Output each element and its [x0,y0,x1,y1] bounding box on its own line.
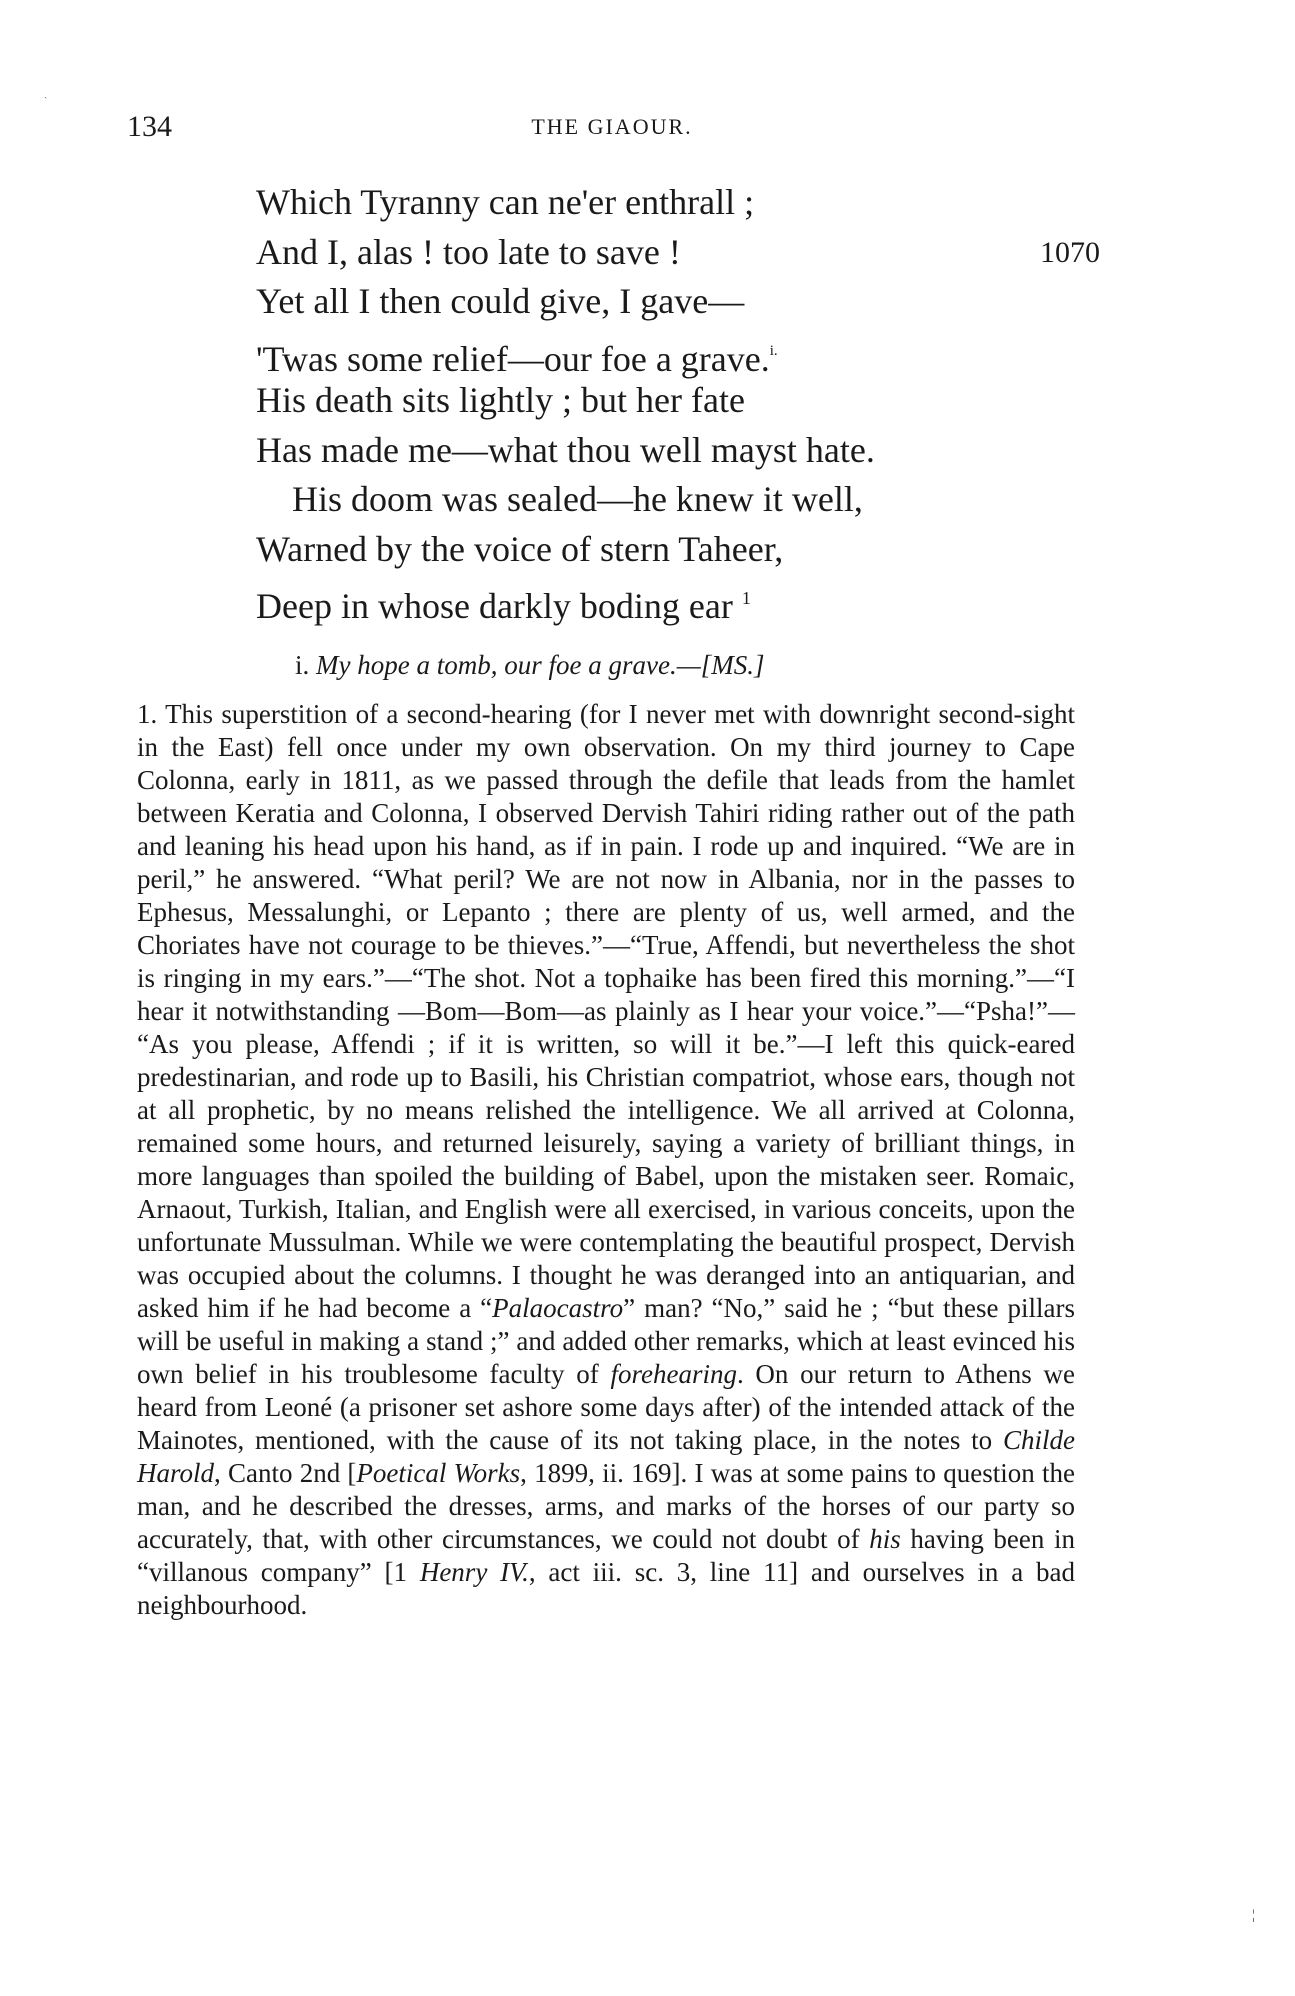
variant-note [295,650,1055,681]
verse-line: His doom was sealed—he knew it well, [292,479,863,519]
variant-marker: i. [769,342,778,359]
footnote-label: 1. [137,699,158,729]
verse-line: Yet all I then could give, I gave— [256,281,745,321]
verse-line: And I, alas ! too late to save ! 1070 [256,228,1096,278]
footnote-marker: 1 [741,588,751,608]
margin-speck: ˎ [44,88,48,99]
variant-label: i. [295,650,310,680]
verse-line: Warned by the voice of stern Taheer, [256,528,784,569]
verse-line: Has made me—what thou well mayst hate. [256,429,875,470]
page-number: 134 [127,110,172,143]
verse-line: His death sits lightly ; but her fate [256,380,745,420]
page-header [127,110,1097,150]
poem-block [256,178,1100,626]
margin-mark: ¦ [1252,1908,1255,1923]
running-title: THE GIAOUR. [531,114,693,139]
footnote: 1. This superstition of a second-hearing (for I never met with downright second-sight in the East) fell once under my own observation. On my third journey to Cape Colonna, early in 1811, as we passed through the defile that leads from the hamlet between Keratia and Colonna, I observed Dervish Tahiri riding rather out of the path and leaning his head upon his hand, as if in pain. I rode up and inquired. “We are in peril,” he answered. “What peril? We are not now in Albania, nor in the passes to Ephesus, Messalunghi, or Lepanto ; there are plenty of us, well armed, and the Choriates have not courage to be thieves.”—“True, Affendi, but nevertheless the shot is ringing in my ears.”—“The shot. Not a tophaike has been fired this morning.”—“I hear it notwithstanding —Bom—Bom—as plainly as I hear your voice.”—“Psha!”— “As you please, Affendi ; if it is written, so will it be.”—I left this quick-eared predestinarian, and rode up to Basili, his Christian compatriot, whose ears, though not at all prophetic, by no means relished the intelligence. We all arrived at Colonna, remained some hours, and returned leisurely, saying a variety of brilliant things, in more languages than spoiled the building of Babel, upon the mistaken seer. Romaic, Arnaout, Turkish, Italian, and English were all exercised, in various conceits, upon the unfortunate Mussulman. While we were contemplating the beautiful prospect, Dervish was occupied about the columns. I thought he was deranged into an antiquarian, and asked him if he had become a “Palaocastro” man? “No,” said he ; “but these pillars will be useful in making a stand ;” and added other remarks, which at least evinced his own belief in his troublesome faculty of forehearing. On our return to Athens we heard from Leoné (a prisoner set ashore some days after) of the intended attack of the Mainotes, mentioned, with the cause of its not taking place, in the notes to Childe Harold, Canto 2nd [Poetical Works, 1899, ii. 169]. I was at some pains to question the man, and he described the dresses, arms, and marks of the horses of our party so accurately, that, with other circumstances, we could not doubt of his having been in “villanous company” [1 Henry IV., act iii. sc. 3, line 11] and ourselves in a bad neighbourhood. [137,699,1076,1620]
verse-line: Which Tyranny can ne'er enthrall ; [256,182,755,222]
verse-line: 'Twas some relief—our foe a grave.$^{i.}$ [256,338,778,379]
line-number: 1070 [1040,235,1100,269]
variant-text: My hope a tomb, our foe a grave.—[MS.] [316,650,765,680]
verse-line: Deep in whose darkly boding ear $^1$ [256,586,751,626]
